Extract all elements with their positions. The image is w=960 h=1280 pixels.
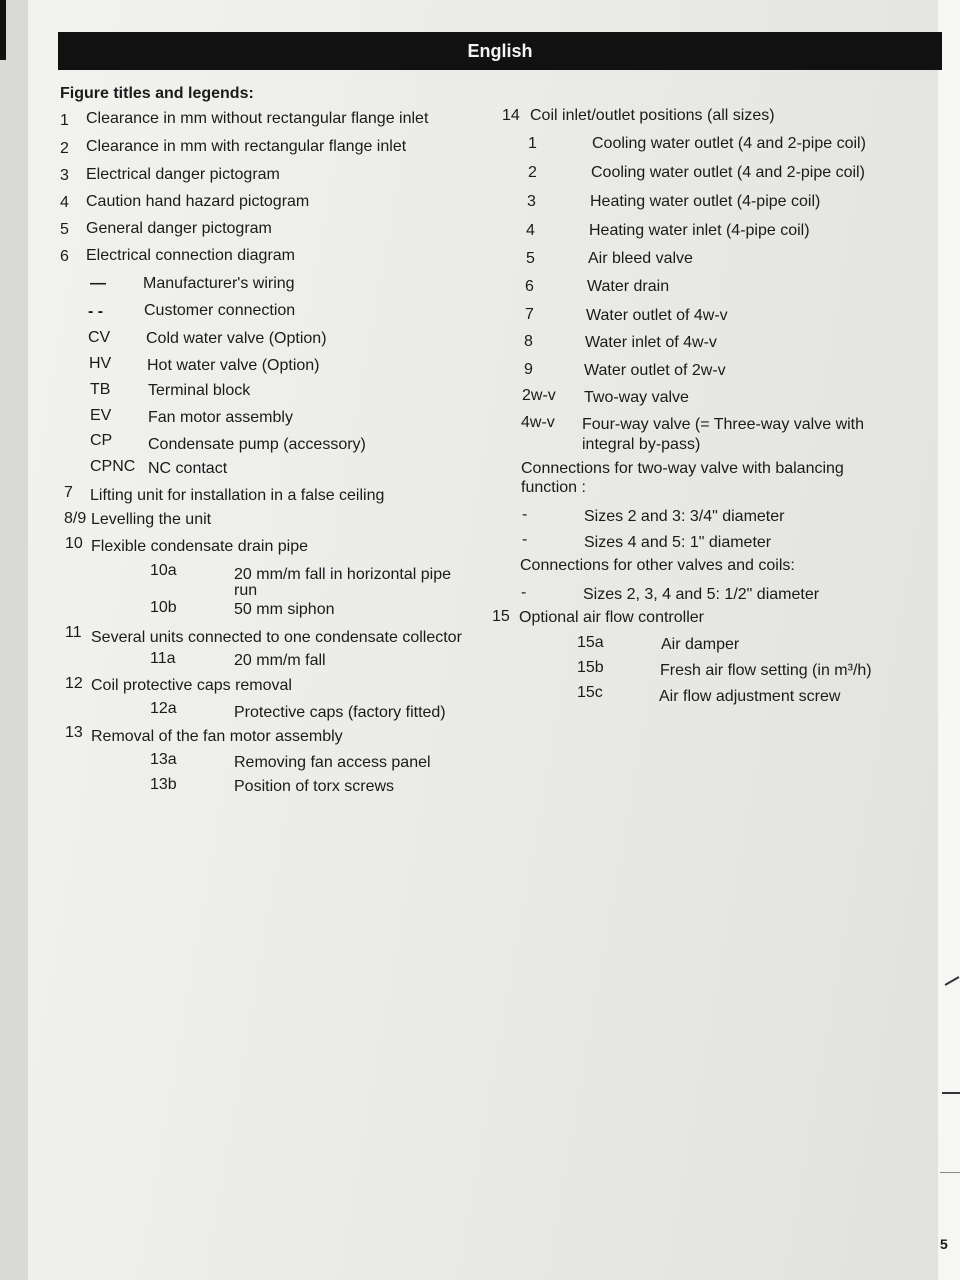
item-number: 5 xyxy=(60,221,69,238)
position-number: 3 xyxy=(527,193,536,210)
item-number: 4 xyxy=(60,194,69,211)
item-text: Clearance in mm without rectangular flange inlet xyxy=(86,110,429,127)
subitem-text: Position of torx screws xyxy=(234,778,395,795)
subitem-code: 15a xyxy=(577,634,604,651)
position-number: 1 xyxy=(528,135,537,152)
subitem-text: 20 mm/m fall in horizontal pipe xyxy=(234,566,451,583)
legend-text: Fan motor assembly xyxy=(148,409,293,426)
item-text: Several units connected to one condensate collector xyxy=(91,629,462,646)
item-text: Lifting unit for installation in a false ceiling xyxy=(90,487,385,504)
position-number: 7 xyxy=(525,306,534,323)
item-number: 3 xyxy=(60,167,69,184)
item-text: Electrical danger pictogram xyxy=(86,166,280,183)
subitem-text: Protective caps (factory fitted) xyxy=(234,704,446,721)
position-text: Cooling water outlet (4 and 2-pipe coil) xyxy=(592,135,866,152)
subitem-code: 11a xyxy=(150,650,176,667)
legend-code: HV xyxy=(89,355,112,372)
legend-text: Customer connection xyxy=(144,302,296,319)
legend-code: EV xyxy=(90,407,112,424)
item-number: 6 xyxy=(60,248,69,265)
item-number: 7 xyxy=(64,484,73,501)
position-text: Air bleed valve xyxy=(588,250,693,267)
balancing-heading-cont: function : xyxy=(521,479,586,496)
position-text: Four-way valve (= Three-way valve with xyxy=(582,416,865,433)
subitem-text: Fresh air flow setting (in m³/h) xyxy=(660,662,872,679)
item-text: Coil protective caps removal xyxy=(91,677,292,694)
position-text: Water drain xyxy=(587,278,670,295)
position-text: Water inlet of 4w-v xyxy=(585,334,717,351)
legend-code: CPNC xyxy=(90,458,136,475)
position-text-cont: integral by-pass) xyxy=(582,436,701,453)
item-number: 2 xyxy=(60,140,69,157)
size-text: Sizes 2 and 3: 3/4" diameter xyxy=(584,508,785,525)
bullet-dash: - xyxy=(522,531,528,548)
language-header-bar xyxy=(58,32,942,70)
subitem-text: 20 mm/m fall xyxy=(234,652,326,669)
subitem-text: Removing fan access panel xyxy=(234,754,431,771)
legend-text: Terminal block xyxy=(148,382,251,399)
item-text: Levelling the unit xyxy=(91,511,212,528)
subitem-code: 13b xyxy=(150,776,177,793)
legend-text: Hot water valve (Option) xyxy=(147,357,320,374)
position-number: 2w-v xyxy=(522,387,556,404)
position-text: Water outlet of 2w-v xyxy=(584,362,726,379)
item-number: 12 xyxy=(65,675,83,692)
item-text: Removal of the fan motor assembly xyxy=(91,728,343,745)
legend-text: NC contact xyxy=(148,460,228,477)
subitem-text: 50 mm siphon xyxy=(234,601,335,618)
item-number: 8/9 xyxy=(64,510,87,527)
item-number: 1 xyxy=(60,112,69,129)
subitem-code: 12a xyxy=(150,700,177,717)
subitem-code: 15b xyxy=(577,659,604,676)
bullet-dash: - xyxy=(521,584,527,601)
position-text: Heating water outlet (4-pipe coil) xyxy=(590,193,821,210)
size-text: Sizes 2, 3, 4 and 5: 1/2" diameter xyxy=(583,586,820,603)
legend-code: TB xyxy=(90,381,111,398)
item-number: 11 xyxy=(65,624,82,641)
item-text: Coil inlet/outlet positions (all sizes) xyxy=(530,107,775,124)
legend-code: CV xyxy=(88,329,111,346)
language-label: English xyxy=(467,40,533,61)
position-number: 4w-v xyxy=(521,414,555,431)
bullet-dash: - xyxy=(522,506,528,523)
item-text: Caution hand hazard pictogram xyxy=(86,193,310,210)
subitem-code: 15c xyxy=(577,684,603,701)
position-text: Water outlet of 4w-v xyxy=(586,307,728,324)
item-number: 10 xyxy=(65,535,83,552)
page-number: 5 xyxy=(940,1236,948,1252)
subitem-code: 10b xyxy=(150,599,177,616)
position-number: 6 xyxy=(525,278,534,295)
subitem-text: Air flow adjustment screw xyxy=(659,688,841,705)
position-text: Heating water inlet (4-pipe coil) xyxy=(589,222,810,239)
legend-code: CP xyxy=(90,432,113,449)
other-connections-heading: Connections for other valves and coils: xyxy=(520,557,795,574)
item-text: Optional air flow controller xyxy=(519,609,704,626)
legend-code: — xyxy=(90,275,106,292)
item-text: Electrical connection diagram xyxy=(86,247,295,264)
subitem-code: 13a xyxy=(150,751,177,768)
size-text: Sizes 4 and 5: 1" diameter xyxy=(584,534,772,551)
item-number: 15 xyxy=(492,608,510,625)
balancing-heading: Connections for two-way valve with balancing xyxy=(521,460,844,477)
position-number: 5 xyxy=(526,250,535,267)
position-number: 4 xyxy=(526,222,535,239)
legend-text: Manufacturer's wiring xyxy=(143,275,295,292)
legend-code: - - xyxy=(88,303,104,320)
position-text: Cooling water outlet (4 and 2-pipe coil) xyxy=(591,164,865,181)
item-number: 14 xyxy=(502,107,520,124)
adjacent-page-strip xyxy=(938,0,960,1280)
subitem-text-cont: run xyxy=(234,582,258,599)
position-number: 9 xyxy=(524,361,533,378)
position-number: 2 xyxy=(528,164,537,181)
page-edge-mark xyxy=(0,0,6,60)
item-text: Flexible condensate drain pipe xyxy=(91,538,309,555)
position-number: 8 xyxy=(524,333,533,350)
legend-text: Cold water valve (Option) xyxy=(146,330,327,347)
position-text: Two-way valve xyxy=(584,389,689,406)
subitem-code: 10a xyxy=(150,562,177,579)
item-number: 13 xyxy=(65,724,83,741)
item-text: General danger pictogram xyxy=(86,220,272,237)
subitem-text: Air damper xyxy=(661,636,740,653)
legend-text: Condensate pump (accessory) xyxy=(148,436,366,453)
item-text: Clearance in mm with rectangular flange inlet xyxy=(86,138,407,155)
section-heading: Figure titles and legends: xyxy=(60,85,254,102)
